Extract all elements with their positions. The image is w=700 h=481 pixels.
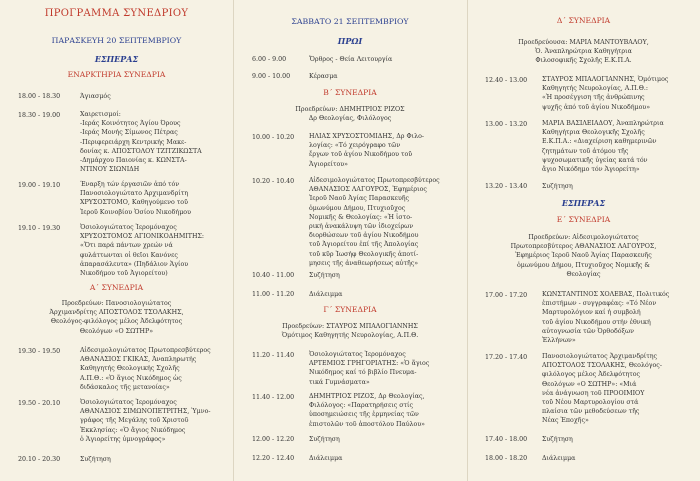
item-text: ΔΗΜΗΤΡΙΟΣ ΡΙΖΟΣ, Δρ Θεολογίας, Φιλόλογος: «Παρατηρήσεις στίς ὑποσημειώσεις τῆς ἑρμηνείας τῶν ἐπιστολῶν τοῦ ἀποστόλου Παύλου» <box>309 393 426 428</box>
session-opening: ΕΝΑΡΚΤΗΡΙΑ ΣΥΝΕΔΡΙΑ <box>67 70 166 79</box>
session-chair: Προεδρεύων: Αἰδεσιμολογιώτατος Πρωτοπρεσβύτερος ΑΘΑΝΑΣΙΟΣ ΛΑΓΟΥΡΟΣ, Ἐφημέριος Ἱεροῦ Ναοῦ Ἁγίας Παρασκευῆς ὁμωνύμου Δήμου, Πτυχιοῦχος Νομικῆς & Θεολογίας <box>510 234 657 278</box>
item-time: 19.50 - 20.10 <box>18 400 61 407</box>
item-text: Χαιρετισμοί: -Ιεράς Κοινότητος Άγίου Όρους -Ιεράς Μονής Σίμωνος Πέτρας -Περιφερειάρχη Κεντρικής Μακε- δονίας κ. ΑΠΟΣΤΟΛΟΥ ΤΖΙΤΖΙΚΩΣΤΑ -Δημάρχου Παιονίας κ. ΚΩΝΣΤΑ- ΝΤΙΝΟΥ ΣΙΩΝΙΔΗ <box>80 111 202 174</box>
item-time: 17.40 - 18.00 <box>485 436 528 443</box>
item-text: ΗΛΙΑΣ ΧΡΥΣΟΣΤΟΜΙΔΗΣ, Δρ Φιλο- λογίας: «Τό χειρόγραφο τῶν ἔργων τοῦ ἁγίου Νικοδήμου τοῦ Ἁγιορείτου» <box>309 133 425 168</box>
item-time: 12.40 - 13.00 <box>485 77 528 84</box>
item-text: Άγιασμός <box>80 93 111 100</box>
item-time: 18.30 - 19.00 <box>18 112 61 119</box>
item-time: 10.00 - 10.20 <box>252 134 295 141</box>
item-time: 9.00 - 10.00 <box>252 73 291 80</box>
item-text: Συζήτηση <box>80 456 111 463</box>
session-a: Α΄ ΣΥΝΕΔΡΙΑ <box>89 283 144 292</box>
item-text: Διάλειμμα <box>309 455 343 462</box>
item-text: Κέρασμα <box>309 73 338 80</box>
item-time: 19.00 - 19.10 <box>18 182 61 189</box>
item-text: Έναρξη τών έργασιῶν ἀπό τόν Πανοσιολογιώτατο Άρχιμανδρίτη ΧΡΥΣΟΣΤΟΜΟ, Καθηγούμενο τοῦ Ἱεροῦ Κοινοβίου Ὁσίου Νικοδήμου <box>80 181 191 216</box>
period-evening: ΕΣΠΕΡΑΣ <box>561 198 606 208</box>
item-time: 11.00 - 11.20 <box>252 291 295 298</box>
item-text: Ὄρθρος - Θεία Λειτουργία <box>309 56 393 63</box>
item-time: 10.40 - 11.00 <box>252 272 295 279</box>
item-text: Ὁσιολογιώτατος Ἱερομόναχος ΑΡΤΕΜΙΟΣ ΓΡΗΓΟΡΙΑΤΗΣ: «Ὁ ἅγιος Νικόδημος καί τό βιβλίο Πνευμα- τικά Γυμνάσματα» <box>309 351 430 386</box>
item-text: Συζήτηση <box>542 183 573 190</box>
item-time: 18.00 - 18.20 <box>485 455 528 462</box>
item-time: 11.20 - 11.40 <box>252 352 295 359</box>
item-time: 13.20 - 13.40 <box>485 183 528 190</box>
session-b: Β΄ ΣΥΝΕΔΡΙΑ <box>323 88 377 97</box>
item-time: 17.00 - 17.20 <box>485 292 528 299</box>
item-text: Ὁσιολογιώτατος Ἱερομόναχος ΧΡΥΣΟΣΤΟΜΟΣ ΑΓΙΟΝΙΚΟΔΗΜΙΤΗΣ: «Ὅτι παρά πάντων χρεών νά φυλάττωνται οἱ θεῖοι Κανόνες ἀπαρασάλευτα» (Πηδάλιον Ἁγίου Νικοδήμου τοῦ Ἁγιορείτου) <box>80 224 205 278</box>
item-time: 12.20 - 12.40 <box>252 455 295 462</box>
period-morning: ΠΡΩΙ <box>337 36 363 46</box>
column-friday <box>0 0 233 481</box>
item-text: Διάλειμμα <box>309 291 343 298</box>
period-evening: ΕΣΠΕΡΑΣ <box>94 54 139 64</box>
item-time: 19.10 - 19.30 <box>18 225 61 232</box>
item-time: 19.30 - 19.50 <box>18 348 61 355</box>
item-text: Συζήτηση <box>309 436 340 443</box>
item-time: 11.40 - 12.00 <box>252 394 295 401</box>
item-text: Ὁσιολογιώτατος Ἱερομόναχος ΑΘΑΝΑΣΙΟΣ ΣΙΜΩΝΟΠΕΤΡΙΤΗΣ, Ὑμνο- γράφος τῆς Μεγάλης τοῦ Χριστοῦ Ἐκκλησίας: «Ὁ ἅγιος Νικόδημος ὁ Ἁγιορείτης ὑμνογράφος» <box>80 399 211 443</box>
item-text: Αἰδεσιμολογιώτατος Πρωτοπρεσβύτερος ΑΘΑΝΑΣΙΟΣ ΛΑΓΟΥΡΟΣ, Ἐφημέριος Ἱεροῦ Ναοῦ Ἁγίας Παρασκευῆς ὁμωνύμου Δήμου, Πτυχιοῦχος Νομικῆς & Θεολογίας: «Ἡ ἱστο- ρική ἀνακάλυψη τῶν ἰδιοχείρων διορθώσεων τοῦ ἁγίου Νικοδήμου τοῦ Ἁγιορείτου ἐπί τῆς Ἀπολογίας τοῦ κῦρ Ἰωσήφ Θεολογικῆς ἀποτί- μησεις τῆς ἀναθεωρήσεως αὐτῆς» <box>309 177 440 267</box>
session-d: Δ΄ ΣΥΝΕΔΡΙΑ <box>556 16 611 25</box>
item-text: ΚΩΝΣΤΑΝΤΙΝΟΣ ΧΟΛΕΒΑΣ, Πολιτικός ἐπιστήμων - συγγραφέας: «Τό Νέον Μαρτυρολόγιον καί ἡ συμβολή τοῦ ἁγίου Νικοδήμου στήν ἐθνική αὐτογνωσία τῶν Ὀρθοδόξων Ἑλλήνων» <box>542 291 670 345</box>
item-time: 10.20 - 10.40 <box>252 178 295 185</box>
column-saturday-afternoon <box>467 0 700 481</box>
item-time: 18.00 - 18.30 <box>18 93 61 100</box>
item-text: ΣΤΑΥΡΟΣ ΜΠΑΛΟΓΙΑΝΝΗΣ, Ὁμότιμος Καθηγητής Νευρολογίας, Α.Π.Θ.: «Ἡ προσέγγιση τῆς ἀνθρώπινης ψυχῆς ἀπό τοῦ ἁγίου Νικοδήμου» <box>542 76 669 111</box>
day-title-saturday: ΣΑΒΒΑΤΟ 21 ΣΕΠΤΕΜΒΡΙΟΥ <box>291 17 409 26</box>
item-time: 6.00 - 9.00 <box>252 56 287 63</box>
session-chair: Προεδρεύων: Πανοσιολογιώτατος Άρχιμανδρίτης ΑΠΟΣΤΟΛΟΣ ΤΣΟΛΑΚΗΣ, Θεολόγος-φιλόλογος μέλος Ἀδελφότητος Θεολόγων «Ο ΣΩΤΗΡ» <box>49 300 184 335</box>
item-time: 13.00 - 13.20 <box>485 121 528 128</box>
program-title: ΠΡΟΓΡΑΜΜΑ ΣΥΝΕΔΡΙΟΥ <box>44 8 189 19</box>
item-text: ΜΑΡΙΑ ΒΑΣΙΛΕΙΑΔΟΥ, Ἀναπληρώτρια Καθηγήτρια Θεολογικῆς Σχολῆς Ε.Κ.Π.Α.: «Διαχείριση καθημερινῶν ζητημάτων τοῦ ἀτόμου τῆς ψυχοσωματικῆς ὑγείας κατά τόν ἅγιο Νικόδημο τόν Ἁγιορείτη» <box>542 120 664 174</box>
column-saturday-morning <box>233 0 467 481</box>
day-title-friday: ΠΑΡΑΣΚΕΥΗ 20 ΣΕΠΤΕΜΒΡΙΟΥ <box>51 36 182 45</box>
item-time: 20.10 - 20.30 <box>18 456 61 463</box>
item-text: Διάλειμμα <box>542 455 576 462</box>
session-chair: Προεδρεύων: ΣΤΑΥΡΟΣ ΜΠΑΛΟΓΙΑΝΝΗΣ Ὁμότιμος Καθηγητής Νευρολογίας, Α.Π.Θ. <box>281 323 419 340</box>
session-e: Ε΄ ΣΥΝΕΔΡΙΑ <box>556 215 611 224</box>
item-time: 12.00 - 12.20 <box>252 436 295 443</box>
item-text: Συζήτηση <box>542 436 573 443</box>
session-chair: Προεδρεύων: ΔΗΜΗΤΡΙΟΣ ΡΙΖΟΣ Δρ Θεολογίας, Φιλόλογος <box>295 106 405 123</box>
item-text: Πανοσιολογιώτατος Ἀρχιμανδρίτης ΑΠΟΣΤΟΛΟΣ ΤΣΟΛΑΚΗΣ, Θεολόγος- φιλόλογος μέλος Ἀδελφότητος Θεολόγων «Ο ΣΩΤΗΡ»: «Μιά νέα ἀνάγνωση τοῦ ΠΡΟΟΙΜΙΟΥ τοῦ Νέου Μαρτυρολογίου στά πλαίσια τῶν μεθοδεύσεων τῆς Νέας Ἐποχῆς» <box>542 353 662 425</box>
session-c: Γ΄ ΣΥΝΕΔΡΙΑ <box>323 305 377 314</box>
item-text: Συζήτηση <box>309 272 340 279</box>
item-text: Αἰδεσιμολογιώτατος Πρωτοπρεσβύτερος ΑΘΑΝΑΣΙΟΣ ΓΚΙΚΑΣ, Άναπληρωτής Καθηγητής Θεολογικής Σχολῆς Α.Π.Θ.: «Ὁ ἅγιος Νικόδημος ὡς διδάσκαλος τῆς μετανοίας» <box>80 347 211 391</box>
item-time: 17.20 - 17.40 <box>485 354 528 361</box>
session-chair: Προεδρεύουσα: ΜΑΡΙΑ ΜΑΝΤΟΥΒΑΛΟΥ, Ὁ. Ἀναπληρώτρια Καθηγήτρια Φιλοσοφικῆς Σχολῆς Ε.Κ.Π.Α. <box>518 39 649 65</box>
